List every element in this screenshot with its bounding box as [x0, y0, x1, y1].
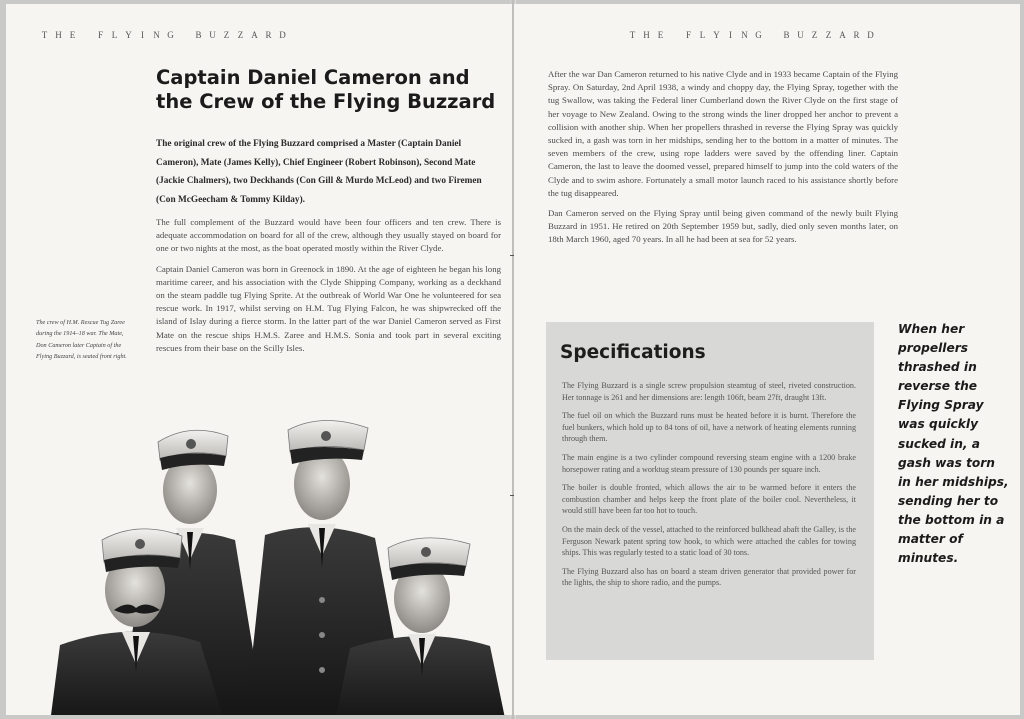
specifications-text	[562, 380, 856, 596]
running-head-letter: Z	[825, 30, 833, 40]
running-head-letter: R	[853, 30, 861, 40]
running-head-letter: H	[55, 30, 63, 40]
running-head-letter: N	[153, 30, 161, 40]
spec-paragraph: The Flying Buzzard also has on board a steam driven generator that provided power for the lights, the ship to shore radio, and the pumps.	[562, 566, 856, 588]
running-head-letter: Z	[237, 30, 245, 40]
running-head-letter: G	[167, 30, 175, 40]
running-head-letter: E	[69, 30, 77, 40]
right-page	[514, 4, 1020, 715]
running-head-letter: Y	[713, 30, 721, 40]
left-page	[6, 4, 512, 715]
running-head-letter: R	[265, 30, 273, 40]
running-head-letter: G	[755, 30, 763, 40]
running-head-letter: D	[279, 30, 287, 40]
lead-paragraph: The original crew of the Flying Buzzard comprised a Master (Captain Daniel Cameron), Mate (James Kelly), Chief Engineer (Robert Robinson), Second Mate (Jackie Chalmers), two Deckhands (Con Gill & Murdo McLeod) and two Firemen (Con McGeecham & Tommy Kilday).	[156, 139, 482, 205]
pull-quote: When her propellers thrashed in reverse the Flying Spray was quickly sucked in, a gash was torn in her midships, sending her to the bottom in a matter of minutes.	[898, 322, 1009, 566]
running-head-letter: L	[111, 30, 119, 40]
running-head-letter: U	[797, 30, 805, 40]
running-head-letter: F	[686, 30, 692, 40]
running-head-letter: A	[251, 30, 259, 40]
spec-paragraph: The boiler is double fronted, which allows the air to be warmed before it enters the combustion chamber and helps keep the front plate of the boiler cool. Nevertheless, it would still have been far too hot to touch.	[562, 483, 856, 516]
running-head-letter: Z	[223, 30, 231, 40]
spec-paragraph: The Flying Buzzard is a single screw propulsion steamtug of steel, riveted construction. Her tonnage is 261 and her dimensions are: length 106ft, beam 27ft, draught 13ft.	[562, 381, 856, 402]
body-paragraph: Dan Cameron served on the Flying Spray until being given command of the newly built Flying Buzzard in 1951. He retired on 20th September 1959 but, sadly, died only seven months later, on 18th March 1960, aged 70 years. In all he had been at sea for 52 years.	[548, 208, 898, 245]
body-paragraph: After the war Dan Cameron returned to his native Clyde and in 1933 became Captain of the Flying Spray. On Saturday, 2nd April 1938, a windy and choppy day, the Flying Spray, together with the tug Swallow, was taking the Federal liner Cumberland down the River Clyde on the first stage of her voyage to New Zealand. Owing to the strong winds the liner dropped her anchor to prevent a collision with another ship. When her propellers thrashed in reverse the Flying Spray was quickly sucked in, a gash was torn in her midships, sending her to the bottom in a matter of minutes. The seven members of the crew, using rope ladders were saved by the offending liner. Captain Cameron, the last to leave the doomed vessel, prepared himself to jump into the cold waters of the Clyde and to swim ashore. Fortunately a small motor launch raced to his assistance shortly before the tug disappeared.	[548, 69, 898, 198]
staple-mark	[510, 495, 514, 496]
left-body-text	[156, 216, 501, 362]
running-head-letter: T	[629, 30, 637, 40]
running-head-left	[38, 30, 290, 40]
specifications-title: Specifications	[560, 342, 706, 363]
running-head-right	[626, 30, 878, 40]
spec-paragraph: The main engine is a two cylinder compound reversing steam engine with a 1200 brake horsepower rating and a worktug steam pressure of 130 pounds per square inch.	[562, 452, 856, 474]
photo-caption: The crew of H.M. Rescue Tug Zaree during the 1914–18 war. The Mate, Don Cameron later Captain of the Flying Buzzard, is seated front right.	[36, 319, 127, 360]
running-head-letter: I	[141, 30, 145, 40]
running-head-letter: A	[839, 30, 847, 40]
body-paragraph: Captain Daniel Cameron was born in Greenock in 1890. At the age of eighteen he began his long maritime career, and his association with the Clyde Shipping Company, working as a deckhand on the steam paddle tug Flying Sprite. At the outbreak of World War One he volunteered for sea rescue work. In 1917, whilst serving on H.M. Tug Flying Falcon, he was shipwrecked off the island of Islay during a fierce storm. In the latter part of the war Daniel Cameron served as First Mate on the rescue ships H.M.S. Zaree and H.M.S. Sonia and took part in several exciting rescues from their base on the Scilly Isles.	[156, 263, 501, 353]
running-head-letter: E	[657, 30, 665, 40]
right-body-text	[548, 68, 898, 254]
running-head-letter: Y	[125, 30, 133, 40]
running-head-letter: B	[195, 30, 203, 40]
running-head-letter: F	[98, 30, 104, 40]
running-head-letter: T	[41, 30, 49, 40]
running-head-letter: N	[741, 30, 749, 40]
crew-photograph	[50, 420, 506, 715]
running-head-letter: D	[867, 30, 875, 40]
staple-mark	[510, 255, 514, 256]
running-head-letter: I	[729, 30, 733, 40]
spec-paragraph: On the main deck of the vessel, attached to the reinforced bulkhead abaft the Galley, is the Ferguson Newark patent spring tow hook, to which were attached the cables for towing ships. This was regularly tested to a static load of 30 tons.	[562, 524, 856, 558]
spec-paragraph: The fuel oil on which the Buzzard runs must be heated before it is burnt. Therefore the fuel bunkers, which hold up to 84 tons of oil, have a network of heating elements running through them.	[562, 411, 856, 444]
running-head-letter: U	[209, 30, 217, 40]
running-head-letter: L	[699, 30, 707, 40]
article-title: Captain Daniel Cameron and the Crew of the Flying Buzzard	[156, 66, 496, 113]
running-head-letter: H	[643, 30, 651, 40]
running-head-letter: B	[783, 30, 791, 40]
body-paragraph: The full complement of the Buzzard would have been four officers and ten crew. There is adequate accommodation on board for all of the crew, although they usually stayed on board for one or two nights at the most, as the boat operated mostly within the River Clyde.	[156, 217, 501, 254]
specifications-box	[546, 322, 874, 660]
running-head-letter: Z	[811, 30, 819, 40]
